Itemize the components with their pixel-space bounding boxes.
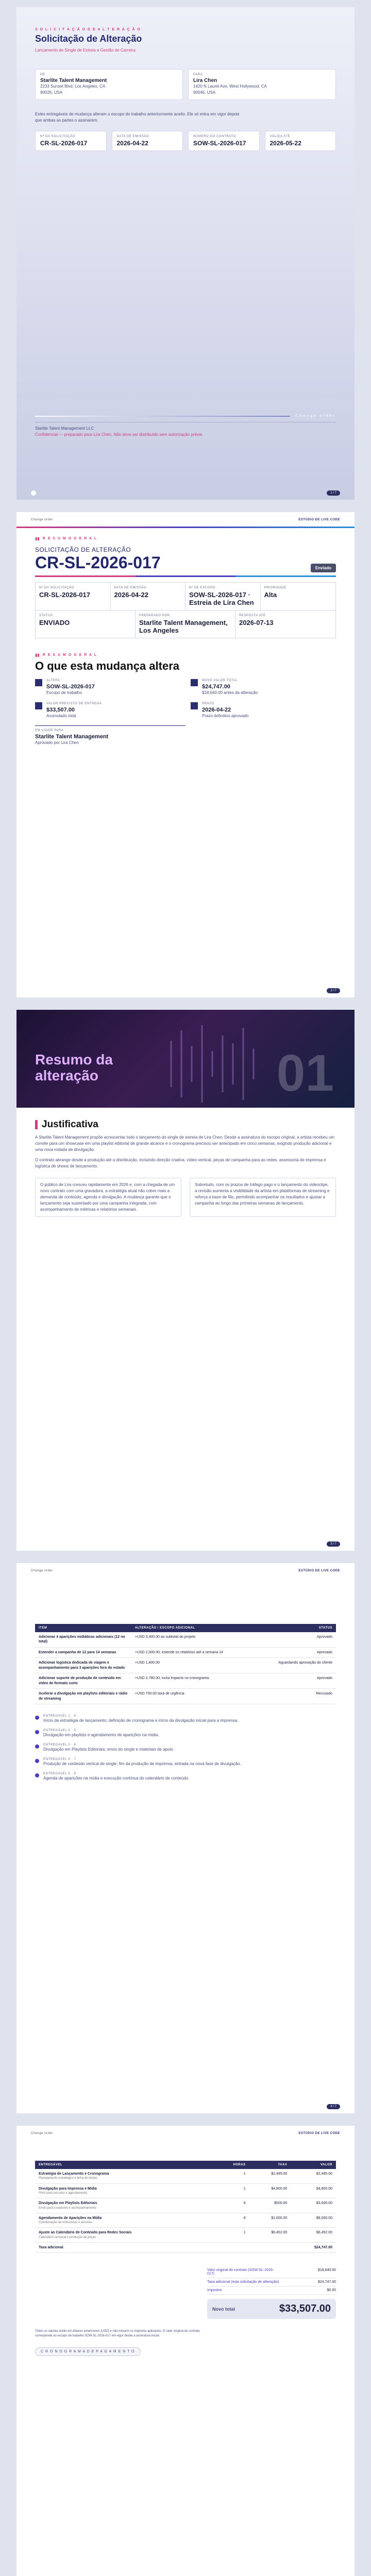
effective-label: EM VIGOR PARA: [35, 729, 64, 732]
header-brand: ESTÚDIO DE LIVE CODE: [298, 518, 340, 521]
vendor-address-1: 2233 Sunset Blvd, Los Angeles, CA: [40, 84, 106, 89]
cell-item: Estender a campanha de 12 para 14 semanas: [35, 1647, 131, 1657]
cell-hours: 6: [214, 2198, 249, 2213]
table-row: [35, 1673, 336, 1689]
page-number: 2 / 7: [327, 988, 340, 993]
page-header: [16, 1563, 355, 1578]
page-footer: [16, 486, 355, 500]
cell-rate: $500.00: [249, 2198, 291, 2213]
schedule-pill-wrap: [35, 2346, 336, 2356]
summary-cell-label: Nº DE ESCOPO: [189, 586, 216, 589]
marker-icon: [35, 679, 42, 686]
column-header: HORAS: [214, 2161, 249, 2169]
vendor-block: [35, 69, 183, 100]
meta-card-label: DATA DE EMISSÃO: [116, 135, 149, 138]
column-header: ALTERAÇÃO / ESCOPO ADICIONAL: [131, 1624, 270, 1632]
summary-cell-value: Alta: [264, 591, 277, 599]
overline: SOLICITAÇÃO DE ALTERAÇÃO: [35, 546, 131, 553]
impact-item: [191, 679, 336, 696]
changes-table: [35, 1624, 336, 1704]
summary-cell-label: DATA DE EMISSÃO: [114, 586, 147, 589]
page-footer: [16, 1537, 355, 1551]
meta-card-value: 2026-04-22: [116, 140, 148, 147]
effective-value: Starlite Talent Management: [35, 734, 109, 740]
logo-mark: [31, 490, 36, 496]
footer-note: Confidencial — preparado para Lira Chen. Não deve ser distribuído sem autorização prévia.: [35, 432, 204, 437]
currency-note: Todos os valores estão em dólares americanos (USD) e não incluem os impostos aplicáveis. O valor original do contrato corresponde ao escopo de trabalho SOW-SL-2026-017 em vigor desde a assinatura inicial.: [35, 2330, 200, 2338]
timeline-dot-icon: [35, 1759, 39, 1763]
cell-desc: +USD 2,780.00; inclui impacto no cronograma: [131, 1673, 270, 1689]
effective-block: [35, 725, 185, 746]
subtotal-label: Taxa adicional: [35, 2242, 214, 2252]
summary-cell: [36, 611, 136, 638]
table-row: [35, 2183, 336, 2198]
summary-cell: [235, 611, 335, 638]
summary-cell-label: PREPARADO POR: [139, 614, 170, 617]
impact-grid: [35, 679, 336, 719]
cell-amount: $3,000.00: [291, 2198, 336, 2213]
client-name: Lira Chen: [193, 78, 217, 83]
column-header: ENTREGÁVEL: [35, 2161, 214, 2169]
cell-rate: $6,452.00: [249, 2228, 291, 2243]
column-header: VALOR: [291, 2161, 336, 2169]
timeline: [35, 1715, 336, 1782]
column-text: O público de Lira cresceu rapidamente em 2026 e, com a chegada de um novo contrato com uma gravadora, a estratégia atual não cobre mais a demanda de conteúdo, agenda e divulgação. A mudança garante que o lançamento seja sustentado por uma campanha integrada, com acompanhamento de métricas e relatórios semanais.: [40, 1182, 175, 1212]
page-number: 4 / 7: [327, 2104, 340, 2109]
cell-name: Divulgação em Playlists Editoriais: [39, 2201, 97, 2206]
column-header: ITEM: [35, 1624, 131, 1632]
page-header: [16, 512, 355, 527]
hero-title: [35, 1052, 113, 1084]
change-code: CR-SL-2026-017: [35, 553, 161, 572]
cell-rate: $2,495.00: [249, 2169, 291, 2183]
cell-amount: $4,800.00: [291, 2183, 336, 2198]
client-label: PARA: [193, 73, 203, 76]
cell-name: Divulgação para Imprensa e Mídia: [39, 2187, 97, 2191]
meta-card-label: VÁLIDA ATÉ: [269, 135, 291, 138]
page-4: [16, 1563, 355, 2113]
cell-name: Ajuste ao Calendário de Conteúdo para Redes Sociais: [39, 2231, 132, 2235]
table-row: [35, 1632, 336, 1647]
impact-value: SOW-SL-2026-017: [46, 684, 95, 690]
party-blocks: [35, 69, 336, 100]
cell-rate: $4,800.00: [249, 2183, 291, 2198]
summary-cell-value: 2026-04-22: [114, 591, 148, 599]
cell-status: Aprovado: [270, 1673, 336, 1689]
cell-item: Acelerar a divulgação em playlists editoriais e rádio de streaming: [35, 1689, 131, 1704]
summary-cell: [136, 611, 235, 638]
meta-card: [35, 131, 107, 151]
impact-value: $33,507.00: [46, 707, 75, 713]
summary-cell: [261, 583, 336, 610]
cell-sub: Coordenação de entrevistas e sessões: [39, 2221, 92, 2225]
timeline-label: ENTREGÁVEL 2 · 5: [43, 1728, 76, 1732]
summary-line: [207, 2286, 336, 2295]
header-brand: ESTÚDIO DE LIVE CODE: [298, 2132, 340, 2135]
header-label: Change order: [31, 1569, 53, 1572]
cell-amount: $2,495.00: [291, 2169, 336, 2183]
cell-rate: $1,000.00: [249, 2213, 291, 2228]
status-badge: Enviado: [311, 564, 336, 572]
sub-kicker: R E S U M O G E R A L: [42, 653, 97, 657]
timeline-label: ENTREGÁVEL 4 · 7: [43, 1757, 76, 1761]
summary-cell-value: CR-SL-2026-017: [39, 591, 90, 599]
table-row: [35, 2228, 336, 2243]
meta-card: [188, 131, 260, 151]
summary-grid: [35, 582, 336, 611]
grand-total-value: $33,507.00: [279, 2303, 331, 2315]
timeline-text: Divulgação em Playlists Editoriais; envio do single e materiais de apoio.: [43, 1747, 174, 1752]
vendor-label: DE: [40, 73, 45, 76]
page-5: [16, 2126, 355, 2576]
summary-line: [207, 2278, 336, 2286]
page-footer: [16, 2100, 355, 2113]
timeline-label: ENTREGÁVEL 3 · 6: [43, 1743, 76, 1747]
column-header: TAXA: [249, 2161, 291, 2169]
vendor-address-2: 90026, USA: [40, 90, 63, 95]
doc-type-label: Change order: [295, 414, 336, 418]
timeline-label: ENTREGÁVEL 1 · 4: [43, 1714, 76, 1718]
impact-desc: $18,640.00 antes da alteração: [202, 690, 258, 695]
meta-card-label: NÚMERO DO CONTRATO: [193, 135, 236, 138]
client-address-1: 1420 N Laurel Ave, West Hollywood, CA: [193, 84, 267, 89]
cell-item: Adicionar logística dedicada de viagem e acompanhamento para 3 aparições fora do estado: [35, 1658, 131, 1673]
justification-column: [35, 1178, 181, 1217]
marker-icon: [191, 679, 198, 686]
meta-card: [112, 131, 183, 151]
summary-cell-value: 2026-07-13: [239, 619, 274, 626]
table-row: [35, 2213, 336, 2228]
summary-cell: [185, 583, 261, 610]
kicker: R E S U M O G E R A L: [42, 537, 97, 540]
summary-cell-label: RESPOSTA ATÉ: [239, 614, 266, 617]
summary-value: $18,640.00: [317, 2268, 336, 2273]
timeline-dot-icon: [35, 1773, 39, 1777]
table-row: [35, 1658, 336, 1673]
cell-sub: Envio para curadores e acompanhamento: [39, 2206, 96, 2210]
cell-sub: Pitch para veículos e agendamento: [39, 2191, 88, 2195]
cell-desc: +USD 3,400.00 ao subtotal do projeto: [131, 1632, 270, 1647]
cell-item: Adicionar 4 aparições midiáticas adicionais (12 no total): [35, 1632, 131, 1647]
justification-column: [190, 1178, 336, 1217]
cell-status: Aguardando aprovação do cliente: [270, 1658, 336, 1673]
footer-org: Starlite Talent Management LLC: [35, 426, 94, 431]
header-label: Change order: [31, 2132, 53, 2135]
cell-hours: 1: [214, 2228, 249, 2243]
timeline-dot-icon: [35, 1744, 39, 1749]
summary-cell-value: Starlite Talent Management, Los Angeles: [139, 619, 228, 634]
client-block: [188, 69, 336, 100]
accent-strip: [35, 575, 336, 577]
grand-total: [207, 2299, 336, 2319]
table-row: [35, 1689, 336, 1704]
table-header: [35, 1624, 336, 1632]
column-header: STATUS: [270, 1624, 336, 1632]
page-header: [16, 2126, 355, 2140]
header-label: Change order: [31, 518, 53, 521]
impact-value: 2026-04-22: [202, 707, 231, 713]
cell-status: Aprovado: [270, 1647, 336, 1657]
cell-hours: 1: [214, 2169, 249, 2183]
summary-key: Valor original do contrato (SOW-SL-2026-017): [207, 2268, 274, 2276]
marker-icon: [191, 702, 198, 709]
impact-desc: Prazo definitivo aprovado: [202, 714, 249, 718]
bars-icon: ▮▮: [35, 536, 40, 541]
intro-text: Estes entregáveis de mudança alteram o escopo do trabalho anteriormente aceito. Ele só entra em vigor depois que ambas as partes o assinarem.: [35, 112, 240, 123]
summary-grid-2: [35, 611, 336, 638]
page-subtitle: Lançamento de Single de Estreia e Gestão de Carreira: [35, 48, 136, 53]
meta-cards: [35, 131, 336, 151]
cell-name: Agendamento de Aparições na Mídia: [39, 2216, 102, 2220]
cell-item: Adicionar suporte de produção de conteúdo em vídeo de formato curto: [35, 1673, 131, 1689]
cell-hours: 1: [214, 2183, 249, 2198]
cell-sub: Planejamento estratégico e linha do tempo: [39, 2177, 97, 2180]
section-marker-icon: [35, 1120, 38, 1129]
bars-icon: ▮▮: [35, 653, 40, 657]
hero-banner: [16, 1010, 355, 1108]
grand-total-label: Novo total: [212, 2306, 235, 2312]
column-text: Sobretudo, com os prazos de tráfego pago e o lançamento do videoclipe, a revisão aumenta a visibilidade da artista em plataformas de streaming e reforça a base de fãs, permitindo acompanhar os resultados e ajustar a campanha ao longo das primeiras semanas de lançamento.: [195, 1182, 330, 1206]
page-footer: [16, 984, 355, 997]
cover-footer: [35, 414, 336, 438]
impact-item: [35, 679, 180, 696]
summary-cell: [36, 583, 111, 610]
page-number: 3 / 7: [327, 1541, 340, 1547]
marker-icon: [35, 702, 42, 709]
page-1: [16, 7, 355, 500]
impact-value: $24,747.00: [202, 684, 231, 690]
cell-sub: Calendário semanal e produção de peças: [39, 2235, 96, 2239]
meta-card-value: CR-SL-2026-017: [40, 140, 88, 147]
timeline-item: [35, 1772, 336, 1782]
summary-cell: [111, 583, 186, 610]
timeline-item: [35, 1729, 336, 1738]
summary-cell-label: Nº DA SOLICITAÇÃO: [39, 586, 74, 589]
summary-value: $24,747.00: [317, 2280, 336, 2284]
timeline-dot-icon: [35, 1716, 39, 1720]
page-3: [16, 1010, 355, 1551]
cell-desc: +USD 700.00 taxa de urgência: [131, 1689, 270, 1704]
timeline-text: Divulgação em playlists e agendamento de aparições na mídia.: [43, 1732, 159, 1737]
table-row: [35, 2198, 336, 2213]
kicker: S O L I C I T A Ç Ã O D E A L T E R A Ç Ã O: [35, 28, 141, 31]
timeline-text: Agenda de aparições na mídia e execução contínua do calendário de conteúdo.: [43, 1775, 190, 1781]
hero-title-line: Resumo da: [35, 1052, 113, 1067]
timeline-item: [35, 1758, 336, 1767]
page-number: 1 / 7: [327, 490, 340, 496]
subtotal-row: [35, 2242, 336, 2252]
table-row: [35, 2169, 336, 2183]
summary-line: [207, 2266, 336, 2278]
header-brand: ESTÚDIO DE LIVE CODE: [298, 1569, 340, 1572]
summary-cell-label: STATUS: [39, 614, 53, 617]
section-title: O que esta mudança altera: [35, 659, 179, 672]
cell-name: Estratégia de Lançamento e Cronograma: [39, 2172, 109, 2176]
impact-desc: Acumulado total: [46, 714, 76, 718]
summary-key: Taxa adicional (esta solicitação de alteração): [207, 2280, 279, 2284]
impact-label: PRAZO: [202, 702, 214, 705]
meta-card-label: Nº DA SOLICITAÇÃO: [40, 135, 75, 138]
summary-cell-value: SOW-SL-2026-017 · Estreia de Lira Chen: [189, 591, 254, 606]
cell-hours: 8: [214, 2213, 249, 2228]
cell-desc: +USD 2,000.00; estende os relatórios até a semana 14: [131, 1647, 270, 1657]
section-title: Justificativa: [42, 1119, 98, 1130]
justification-intro: A Starlite Talent Management propõe acrescentar todo o lançamento do single de estreia de Lira Chen. Desde a assinatura do escopo original, a artista recebeu um convite para um showcase em uma playlist editorial de grande alcance e o cronograma precisou ser antecipado em cinco semanas, exigindo produção adicional e uma nova rodada de divulgação.: [35, 1135, 335, 1152]
impact-label: NOVO VALOR TOTAL: [202, 679, 238, 682]
cell-status: Aprovado: [270, 1632, 336, 1647]
summary-value: $0.00: [327, 2289, 336, 2293]
meta-card-value: SOW-SL-2026-017: [193, 140, 246, 147]
page-2: [16, 512, 355, 997]
schedule-pill: C R O N O G R A M A D E P A G A M E N T O: [35, 2347, 141, 2356]
summary-cell-label: PRIORIDADE: [264, 586, 286, 589]
meta-card-value: 2026-05-22: [269, 140, 301, 147]
impact-desc: Escopo de trabalho: [46, 690, 82, 695]
summary-key: Impostos: [207, 2289, 222, 2293]
cell-amount: $8,000.00: [291, 2213, 336, 2228]
timeline-text: Produção de conteúdo vertical de single; fim da produção de imprensa, entrada na nova fase de divulgação.: [43, 1761, 241, 1766]
summary-cell-value: ENVIADO: [39, 619, 70, 626]
table-row: [35, 1647, 336, 1657]
timeline-text: Início da estratégia de lançamento; definição de cronograma e início da divulgação inicial para a imprensa.: [43, 1718, 239, 1723]
cell-status: Recusado: [270, 1689, 336, 1704]
section-number: 01: [276, 1044, 334, 1102]
timeline-label: ENTREGÁVEL 5 · 8: [43, 1772, 76, 1775]
impact-label: VALOR PREVISTO DE ENTREGA: [46, 702, 102, 705]
subtotal-value: $24,747.00: [291, 2242, 336, 2252]
effective-sub: Aprovado por Lira Chen: [35, 740, 79, 745]
deliverables-table: [35, 2161, 336, 2253]
justification-columns: [35, 1178, 336, 1217]
timeline-item: [35, 1743, 336, 1753]
impact-item: [35, 702, 180, 719]
timeline-dot-icon: [35, 1730, 39, 1734]
impact-item: [191, 702, 336, 719]
page-title: Solicitação de Alteração: [35, 33, 142, 44]
meta-card: [265, 131, 336, 151]
divider: [35, 416, 290, 417]
timeline-item: [35, 1715, 336, 1724]
cell-amount: $6,452.00: [291, 2228, 336, 2243]
vendor-name: Starlite Talent Management: [40, 78, 107, 83]
impact-label: ALTERA: [46, 679, 60, 682]
client-address-2: 90046, USA: [193, 90, 216, 95]
cell-desc: +USD 1,800.00: [131, 1658, 270, 1673]
table-header: [35, 2161, 336, 2169]
totals-box: [207, 2266, 336, 2319]
justification-para: O contrato abrange desde a produção até a distribuição, incluindo direção criativa, vídeo vertical, peças de campanha para as redes, assessoria de imprensa e logística de shows de lançamento.: [35, 1158, 326, 1168]
hero-title-line: alteração: [35, 1067, 98, 1083]
